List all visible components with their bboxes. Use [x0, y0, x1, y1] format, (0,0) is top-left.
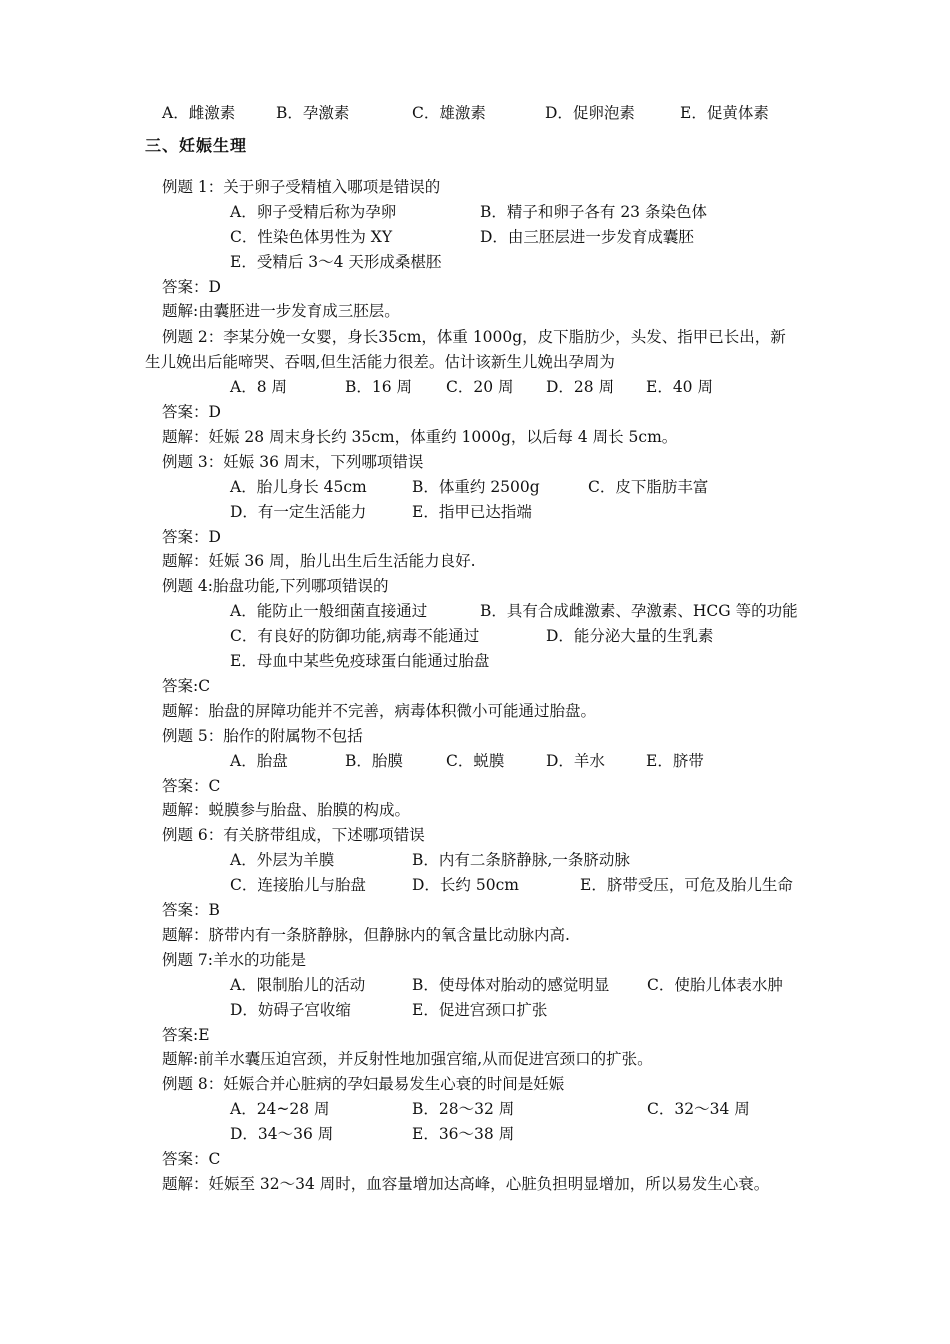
- q2-explanation: 题解：妊娠 28 周末身长约 35cm，体重约 1000g，以后每 4 周长 5cm。: [162, 428, 678, 446]
- top-option-a: A．雌激素: [162, 104, 236, 122]
- q8-option-c: C．32～34 周: [647, 1100, 750, 1118]
- q7-option-e: E．促进宫颈口扩张: [412, 1001, 548, 1019]
- q5-option-a: A．胎盘: [230, 752, 288, 770]
- q3-option-c: C．皮下脂肪丰富: [588, 478, 709, 496]
- q7-option-d: D．妨碍子宫收缩: [230, 1001, 351, 1019]
- q5-option-e: E．脐带: [646, 752, 704, 770]
- q8-stem: 例题 8：妊娠合并心脏病的孕妇最易发生心衰的时间是妊娠: [162, 1075, 565, 1093]
- q6-option-d: D．长约 50cm: [412, 876, 519, 894]
- q2-option-c: C．20 周: [446, 378, 514, 396]
- q7-stem: 例题 7:羊水的功能是: [162, 951, 307, 969]
- q6-option-b: B．内有二条脐静脉,一条脐动脉: [412, 851, 630, 869]
- q4-stem: 例题 4:胎盘功能,下列哪项错误的: [162, 577, 389, 595]
- q1-answer: 答案：D: [162, 278, 221, 296]
- q3-stem: 例题 3：妊娠 36 周末，下列哪项错误: [162, 453, 424, 471]
- q6-answer: 答案：B: [162, 901, 220, 919]
- q7-option-c: C．使胎儿体表水肿: [647, 976, 783, 994]
- q6-option-e: E．脐带受压，可危及胎儿生命: [580, 876, 793, 894]
- q3-option-e: E．指甲已达指端: [412, 503, 532, 521]
- q2-option-d: D．28 周: [546, 378, 615, 396]
- q1-option-d: D．由三胚层进一步发育成囊胚: [480, 228, 694, 246]
- q3-explanation: 题解：妊娠 36 周，胎儿出生后生活能力良好.: [162, 552, 476, 570]
- q5-option-b: B．胎膜: [345, 752, 403, 770]
- q8-explanation: 题解：妊娠至 32～34 周时，血容量增加达高峰，心脏负担明显增加，所以易发生心衰。: [162, 1175, 770, 1193]
- q8-answer: 答案：C: [162, 1150, 221, 1168]
- q6-stem: 例题 6：有关脐带组成，下述哪项错误: [162, 826, 425, 844]
- q6-option-c: C．连接胎儿与胎盘: [230, 876, 366, 894]
- q2-option-a: A．8 周: [230, 378, 287, 396]
- q8-option-d: D．34～36 周: [230, 1125, 334, 1143]
- q6-explanation: 题解：脐带内有一条脐静脉，但静脉内的氧含量比动脉内高.: [162, 926, 570, 944]
- q1-stem: 例题 1：关于卵子受精植入哪项是错误的: [162, 178, 441, 196]
- q4-option-d: D．能分泌大量的生乳素: [546, 627, 714, 645]
- q3-answer: 答案：D: [162, 528, 221, 546]
- q5-stem: 例题 5：胎作的附属物不包括: [162, 727, 363, 745]
- q2-option-b: B．16 周: [345, 378, 413, 396]
- q5-answer: 答案：C: [162, 777, 221, 795]
- q4-answer: 答案:C: [162, 677, 211, 695]
- q2-stem-line2: 生儿娩出后能啼哭、吞咽,但生活能力很差。估计该新生儿娩出孕周为: [145, 353, 615, 371]
- q5-explanation: 题解：蜕膜参与胎盘、胎膜的构成。: [162, 801, 411, 819]
- q4-explanation: 题解：胎盘的屏障功能并不完善，病毒体积微小可能通过胎盘。: [162, 702, 597, 720]
- top-option-d: D．促卵泡素: [545, 104, 635, 122]
- q7-option-a: A．限制胎儿的活动: [230, 976, 366, 994]
- q4-option-e: E．母血中某些免疫球蛋白能通过胎盘: [230, 652, 490, 670]
- q3-option-b: B．体重约 2500g: [412, 478, 540, 496]
- q6-option-a: A．外层为羊膜: [230, 851, 335, 869]
- q1-option-c: C．性染色体男性为 XY: [230, 228, 393, 246]
- q2-option-e: E．40 周: [646, 378, 713, 396]
- q3-option-d: D．有一定生活能力: [230, 503, 367, 521]
- q3-option-a: A．胎儿身长 45cm: [230, 478, 367, 496]
- q1-explanation: 题解:由囊胚进一步发育成三胚层。: [162, 302, 400, 320]
- q1-option-b: B．精子和卵子各有 23 条染色体: [480, 203, 707, 221]
- q4-option-b: B．具有合成雌激素、孕激素、HCG 等的功能: [480, 602, 798, 620]
- q5-option-c: C．蜕膜: [446, 752, 505, 770]
- q7-explanation: 题解:前羊水囊压迫宫颈，并反射性地加强宫缩,从而促进宫颈口的扩张。: [162, 1050, 653, 1068]
- q2-stem-line1: 例题 2：李某分娩一女婴，身长35cm，体重 1000g，皮下脂肪少，头发、指甲已长出，新: [162, 328, 786, 346]
- q8-option-a: A．24~28 周: [230, 1100, 330, 1118]
- q5-option-d: D．羊水: [546, 752, 605, 770]
- q4-option-c: C．有良好的防御功能,病毒不能通过: [230, 627, 480, 645]
- q2-answer: 答案：D: [162, 403, 221, 421]
- q7-answer: 答案:E: [162, 1026, 210, 1044]
- q8-option-b: B．28～32 周: [412, 1100, 515, 1118]
- q8-option-e: E．36～38 周: [412, 1125, 515, 1143]
- q1-option-a: A．卵子受精后称为孕卵: [230, 203, 397, 221]
- q1-option-e: E．受精后 3～4 天形成桑椹胚: [230, 253, 442, 271]
- q7-option-b: B．使母体对胎动的感觉明显: [412, 976, 610, 994]
- section-title: 三、妊娠生理: [145, 136, 248, 155]
- top-option-c: C．雄激素: [412, 104, 486, 122]
- q4-option-a: A．能防止一般细菌直接通过: [230, 602, 428, 620]
- top-option-b: B．孕激素: [276, 104, 350, 122]
- top-option-e: E．促黄体素: [680, 104, 769, 122]
